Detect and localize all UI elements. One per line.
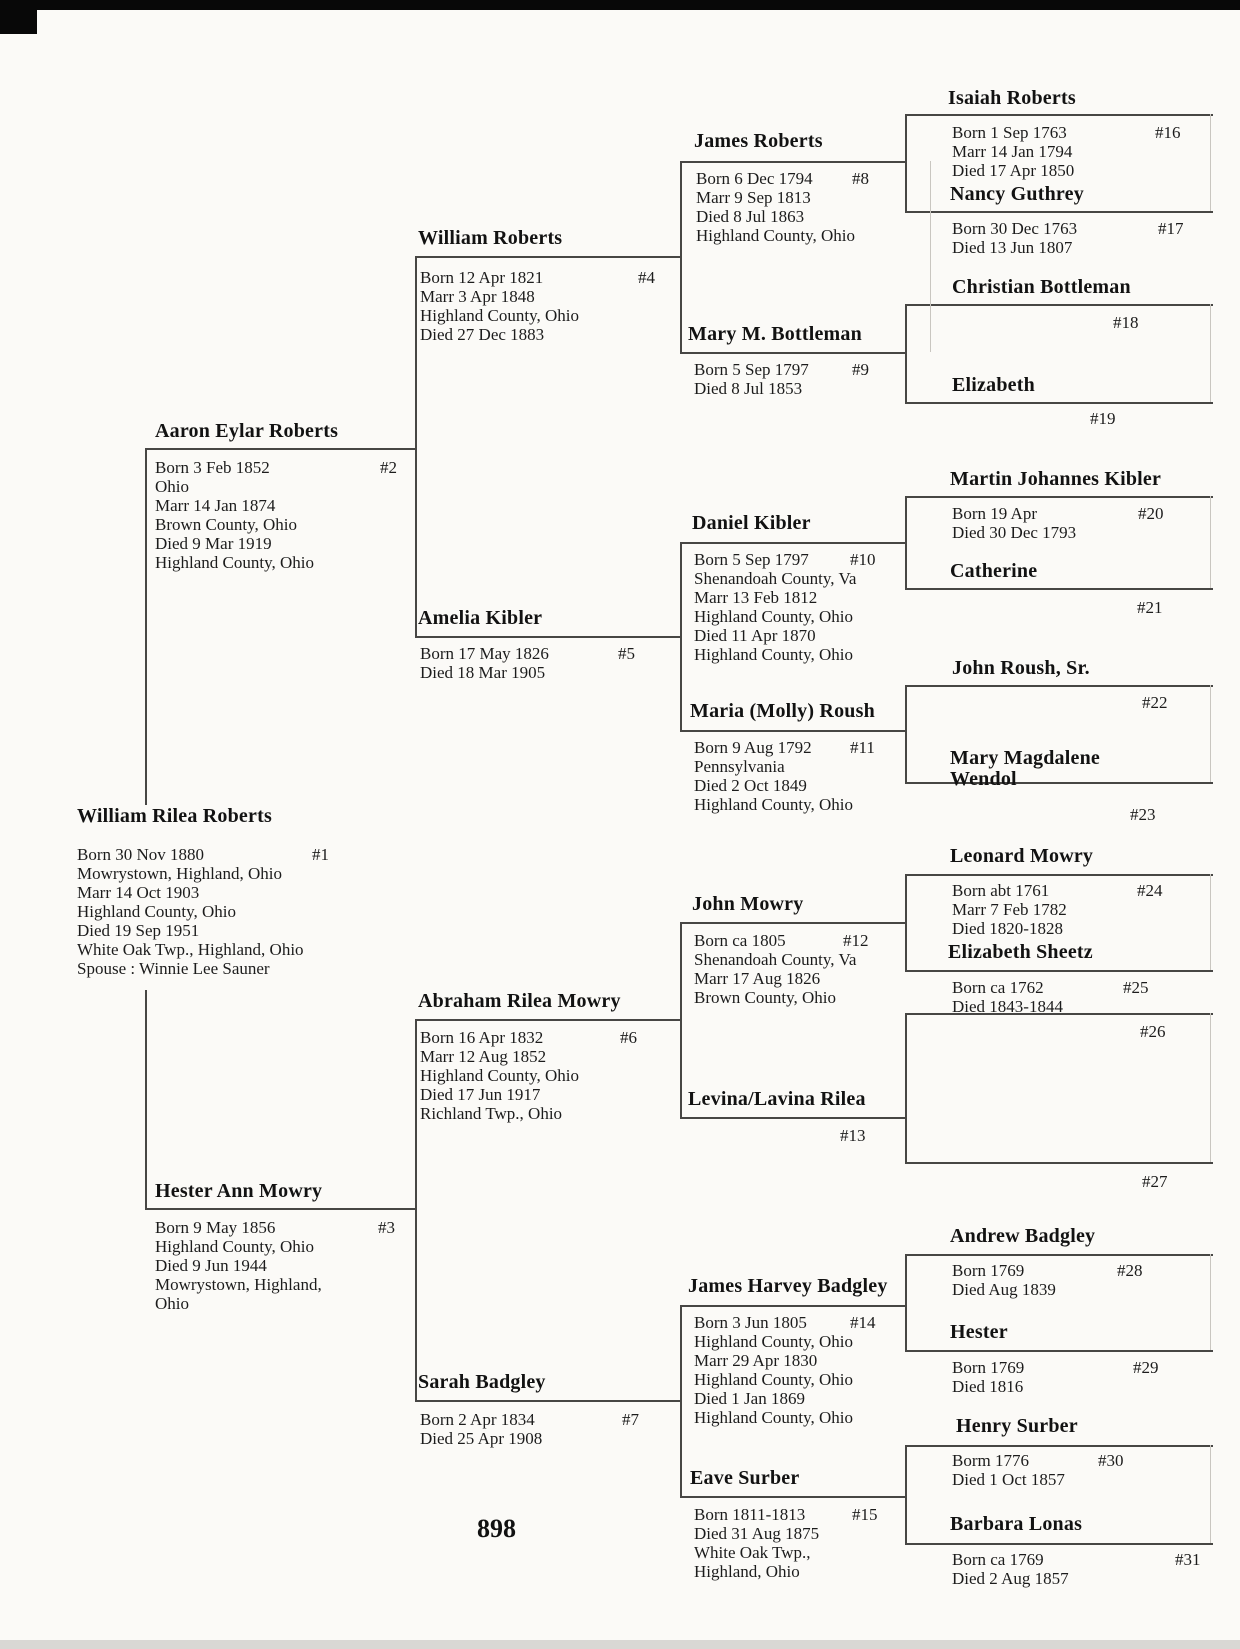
person-details xyxy=(694,550,856,664)
person-name: Daniel Kibler xyxy=(692,512,811,534)
person-details xyxy=(420,1028,579,1123)
person-number: #4 xyxy=(638,268,655,287)
person-detail-line: Died 18 Mar 1905 xyxy=(420,663,546,682)
person-detail-line: Highland County, Ohio xyxy=(694,1332,853,1351)
person-details xyxy=(952,881,1067,938)
person-shelf-line xyxy=(680,542,905,544)
person-shelf-line xyxy=(905,970,1213,972)
person-shelf-line xyxy=(680,161,905,163)
person-name: Christian Bottleman xyxy=(952,276,1131,298)
person-number: #16 xyxy=(1155,123,1181,142)
person-detail-line: Born 1769 xyxy=(952,1358,1025,1377)
person-detail-line: Born 5 Sep 1797 xyxy=(694,550,809,569)
person-name: William Rilea Roberts xyxy=(77,805,272,827)
person-details xyxy=(77,845,304,978)
box-edge-line xyxy=(1210,496,1211,588)
bracket-line xyxy=(905,685,907,782)
person-detail-line: Marr 29 Apr 1830 xyxy=(694,1351,818,1370)
person-detail-line: Marr 14 Jan 1794 xyxy=(952,142,1073,161)
person-detail-line: Born 1811-1813 xyxy=(694,1505,806,1524)
person-detail-line: Marr 13 Feb 1812 xyxy=(694,588,818,607)
person-detail-line: Born 2 Apr 1834 xyxy=(420,1410,535,1429)
person-shelf-line xyxy=(905,1254,1213,1256)
person-detail-line: Died 2 Aug 1857 xyxy=(952,1569,1069,1588)
person-shelf-line xyxy=(905,304,1213,306)
person-detail-line: Born 3 Jun 1805 xyxy=(694,1313,807,1332)
person-detail-line: Born 6 Dec 1794 xyxy=(696,169,813,188)
person-detail-line: Brown County, Ohio xyxy=(694,988,836,1007)
person-detail-line: Ohio xyxy=(155,1294,189,1313)
person-detail-line: Born 5 Sep 1797 xyxy=(694,360,809,379)
person-detail-line: Born 9 May 1856 xyxy=(155,1218,276,1237)
person-shelf-line xyxy=(905,1350,1213,1352)
person-number: #1 xyxy=(312,845,329,864)
person-name: Elizabeth xyxy=(952,374,1035,396)
person-detail-line: Born ca 1762 xyxy=(952,978,1044,997)
person-detail-line: Died 17 Jun 1917 xyxy=(420,1085,541,1104)
person-shelf-line xyxy=(680,1305,905,1307)
person-details xyxy=(952,1550,1069,1588)
person-shelf-line xyxy=(905,114,1213,116)
person-shelf-line xyxy=(905,211,1213,213)
person-detail-line: Highland County, Ohio xyxy=(155,553,314,572)
person-shelf-line xyxy=(905,685,1213,687)
person-name: Isaiah Roberts xyxy=(948,87,1076,109)
person-number: #21 xyxy=(1137,598,1163,617)
person-name: Sarah Badgley xyxy=(418,1371,546,1393)
person-detail-line: Died 25 Apr 1908 xyxy=(420,1429,543,1448)
person-number: #25 xyxy=(1123,978,1149,997)
person-shelf-line xyxy=(905,1543,1213,1545)
person-detail-line: Pennsylvania xyxy=(694,757,785,776)
person-name: Maria (Molly) Roush xyxy=(690,700,875,722)
person-detail-line: Born 1 Sep 1763 xyxy=(952,123,1067,142)
person-detail-line: Died 17 Apr 1850 xyxy=(952,161,1075,180)
person-detail-line: Died 1 Oct 1857 xyxy=(952,1470,1065,1489)
person-details xyxy=(952,504,1076,542)
person-detail-line: Marr 12 Aug 1852 xyxy=(420,1047,547,1066)
person-detail-line: Highland County, Ohio xyxy=(77,902,236,921)
person-detail-line: Died 8 Jul 1863 xyxy=(696,207,805,226)
person-detail-line: Highland County, Ohio xyxy=(420,306,579,325)
person-name: Hester xyxy=(950,1321,1008,1343)
person-shelf-line xyxy=(905,874,1213,876)
person-details xyxy=(696,169,855,245)
person-name: James Roberts xyxy=(694,130,823,152)
person-detail-line: Highland County, Ohio xyxy=(694,645,853,664)
person-detail-line: Died 9 Jun 1944 xyxy=(155,1256,267,1275)
person-detail-line: Highland County, Ohio xyxy=(694,1408,853,1427)
box-edge-line xyxy=(1210,1013,1211,1162)
person-shelf-line xyxy=(415,256,680,258)
person-details xyxy=(952,1451,1065,1489)
person-details xyxy=(694,738,853,814)
bracket-line xyxy=(905,496,907,588)
person-details xyxy=(952,219,1077,257)
person-details xyxy=(694,1505,819,1581)
person-detail-line: Died 1 Jan 1869 xyxy=(694,1389,805,1408)
person-detail-line: Born 12 Apr 1821 xyxy=(420,268,544,287)
person-shelf-line xyxy=(145,1208,415,1210)
person-detail-line: Died 11 Apr 1870 xyxy=(694,626,816,645)
person-detail-line: Marr 9 Sep 1813 xyxy=(696,188,811,207)
person-detail-line: Died 1843-1844 xyxy=(952,997,1063,1016)
person-number: #5 xyxy=(618,644,635,663)
person-details xyxy=(155,458,314,572)
person-shelf-line xyxy=(680,730,905,732)
person-detail-line: Born 17 May 1826 xyxy=(420,644,549,663)
bracket-line xyxy=(415,1019,417,1400)
person-details xyxy=(420,268,579,344)
person-shelf-line xyxy=(905,1162,1213,1164)
person-detail-line: Born 16 Apr 1832 xyxy=(420,1028,544,1047)
bracket-line xyxy=(680,542,682,730)
person-detail-line: Marr 7 Feb 1782 xyxy=(952,900,1067,919)
person-detail-line: Died 1816 xyxy=(952,1377,1024,1396)
person-detail-line: Highland County, Ohio xyxy=(694,795,853,814)
person-name: Elizabeth Sheetz xyxy=(948,941,1093,963)
bracket-line xyxy=(905,1254,907,1350)
person-detail-line: Born abt 1761 xyxy=(952,881,1050,900)
person-detail-line: Born 30 Nov 1880 xyxy=(77,845,205,864)
person-detail-line: Mowrystown, Highland, Ohio xyxy=(77,864,282,883)
person-number: #8 xyxy=(852,169,869,188)
box-edge-line xyxy=(1210,1445,1211,1543)
person-shelf-line xyxy=(905,588,1213,590)
person-shelf-line xyxy=(905,496,1213,498)
person-detail-line: Brown County, Ohio xyxy=(155,515,297,534)
box-edge-line xyxy=(930,161,931,352)
bracket-line xyxy=(145,448,147,805)
person-name: James Harvey Badgley xyxy=(688,1275,888,1297)
person-details xyxy=(694,360,809,398)
bracket-line xyxy=(905,1013,907,1162)
person-number: #7 xyxy=(622,1410,639,1429)
person-details xyxy=(952,123,1074,180)
person-number: #20 xyxy=(1138,504,1164,523)
person-shelf-line xyxy=(415,636,680,638)
person-name: Abraham Rilea Mowry xyxy=(418,990,621,1012)
person-detail-line: Died 2 Oct 1849 xyxy=(694,776,807,795)
person-number: #19 xyxy=(1090,409,1116,428)
bracket-line xyxy=(680,1305,682,1496)
person-name: Amelia Kibler xyxy=(418,607,543,629)
person-number: #27 xyxy=(1142,1172,1168,1191)
person-name: Catherine xyxy=(950,560,1038,582)
person-detail-line: Died 27 Dec 1883 xyxy=(420,325,545,344)
bracket-line xyxy=(680,161,682,352)
person-number: #23 xyxy=(1130,805,1156,824)
person-name: Henry Surber xyxy=(956,1415,1078,1437)
person-detail-line: Died 19 Sep 1951 xyxy=(77,921,200,940)
person-shelf-line xyxy=(905,1445,1213,1447)
person-detail-line: Died 8 Jul 1853 xyxy=(694,379,803,398)
person-detail-line: Ohio xyxy=(155,477,189,496)
scan-artifact-bottom-edge xyxy=(0,1640,1240,1649)
person-detail-line: Born ca 1769 xyxy=(952,1550,1044,1569)
scan-artifact-top-bar xyxy=(0,0,1240,10)
person-number: #10 xyxy=(850,550,876,569)
person-detail-line: Born 19 Apr xyxy=(952,504,1037,523)
person-name: Mary Magdalene Wendol xyxy=(950,747,1100,790)
person-details xyxy=(420,1410,542,1448)
person-number: #17 xyxy=(1158,219,1184,238)
person-detail-line: Highland County, Ohio xyxy=(420,1066,579,1085)
person-detail-line: Spouse : Winnie Lee Sauner xyxy=(77,959,270,978)
scan-artifact-corner xyxy=(0,0,37,34)
person-detail-line: Born 3 Feb 1852 xyxy=(155,458,270,477)
person-detail-line: Died 30 Dec 1793 xyxy=(952,523,1077,542)
bracket-line xyxy=(415,256,417,636)
person-detail-line: Born 1769 xyxy=(952,1261,1025,1280)
person-number: #26 xyxy=(1140,1022,1166,1041)
person-detail-line: Died 31 Aug 1875 xyxy=(694,1524,820,1543)
person-number: #15 xyxy=(852,1505,878,1524)
person-number: #29 xyxy=(1133,1358,1159,1377)
box-edge-line xyxy=(1210,304,1211,402)
person-detail-line: Marr 14 Jan 1874 xyxy=(155,496,276,515)
person-details xyxy=(420,644,549,682)
person-shelf-line xyxy=(680,1117,905,1119)
person-name: Leonard Mowry xyxy=(950,845,1094,867)
person-number: #31 xyxy=(1175,1550,1201,1569)
person-number: #9 xyxy=(852,360,869,379)
person-details xyxy=(952,1358,1024,1396)
person-number: #30 xyxy=(1098,1451,1124,1470)
bracket-line xyxy=(905,874,907,970)
person-detail-line: Born 9 Aug 1792 xyxy=(694,738,812,757)
person-detail-line: Highland County, Ohio xyxy=(155,1237,314,1256)
person-detail-line: Highland County, Ohio xyxy=(694,1370,853,1389)
person-name: Nancy Guthrey xyxy=(950,183,1084,205)
person-detail-line: Highland, Ohio xyxy=(694,1562,800,1581)
person-detail-line: White Oak Twp., Highland, Ohio xyxy=(77,940,304,959)
bracket-line xyxy=(145,990,147,1208)
person-name: William Roberts xyxy=(418,227,563,249)
person-shelf-line xyxy=(680,352,905,354)
person-details xyxy=(694,931,856,1007)
person-detail-line: Mowrystown, Highland, xyxy=(155,1275,322,1294)
person-detail-line: Born ca 1805 xyxy=(694,931,786,950)
person-number: #28 xyxy=(1117,1261,1143,1280)
bracket-line xyxy=(680,922,682,1117)
person-detail-line: Died 13 Jun 1807 xyxy=(952,238,1073,257)
person-name: Martin Johannes Kibler xyxy=(950,468,1162,490)
person-shelf-line xyxy=(145,448,415,450)
box-edge-line xyxy=(1210,874,1211,970)
box-edge-line xyxy=(1210,1254,1211,1350)
person-name: Barbara Lonas xyxy=(950,1513,1083,1535)
person-name: Hester Ann Mowry xyxy=(155,1180,323,1202)
person-detail-line: Richland Twp., Ohio xyxy=(420,1104,563,1123)
person-number: #24 xyxy=(1137,881,1163,900)
person-number: #13 xyxy=(840,1126,866,1145)
person-name: Aaron Eylar Roberts xyxy=(155,420,339,442)
box-edge-line xyxy=(1210,685,1211,782)
person-detail-line: Marr 14 Oct 1903 xyxy=(77,883,200,902)
person-details xyxy=(694,1313,853,1427)
person-name: Mary M. Bottleman xyxy=(688,323,862,345)
person-detail-line: Shenandoah County, Va xyxy=(694,569,857,588)
person-detail-line: Marr 17 Aug 1826 xyxy=(694,969,821,988)
person-number: #22 xyxy=(1142,693,1168,712)
person-name: John Mowry xyxy=(692,893,804,915)
page-number: 898 xyxy=(477,1514,516,1543)
person-number: #14 xyxy=(850,1313,876,1332)
person-name: Eave Surber xyxy=(690,1467,800,1489)
person-name: Andrew Badgley xyxy=(950,1225,1096,1247)
person-name: Levina/Lavina Rilea xyxy=(688,1088,866,1110)
person-details xyxy=(952,978,1063,1016)
person-detail-line: Died 9 Mar 1919 xyxy=(155,534,272,553)
bracket-line xyxy=(905,1445,907,1543)
person-shelf-line xyxy=(415,1019,680,1021)
person-detail-line: Died 1820-1828 xyxy=(952,919,1063,938)
person-number: #3 xyxy=(378,1218,395,1237)
person-detail-line: Born 30 Dec 1763 xyxy=(952,219,1078,238)
person-number: #18 xyxy=(1113,313,1139,332)
person-name: John Roush, Sr. xyxy=(952,657,1090,679)
person-number: #12 xyxy=(843,931,869,950)
person-number: #6 xyxy=(620,1028,637,1047)
person-detail-line: Borm 1776 xyxy=(952,1451,1029,1470)
box-edge-line xyxy=(1210,114,1211,211)
bracket-line xyxy=(905,114,907,211)
person-detail-line: White Oak Twp., xyxy=(694,1543,811,1562)
person-detail-line: Marr 3 Apr 1848 xyxy=(420,287,535,306)
person-details xyxy=(952,1261,1056,1299)
person-number: #2 xyxy=(380,458,397,477)
person-shelf-line xyxy=(415,1400,680,1402)
person-detail-line: Highland County, Ohio xyxy=(694,607,853,626)
person-number: #11 xyxy=(850,738,875,757)
person-shelf-line xyxy=(680,922,905,924)
person-detail-line: Highland County, Ohio xyxy=(696,226,855,245)
person-detail-line: Shenandoah County, Va xyxy=(694,950,857,969)
bracket-line xyxy=(905,304,907,402)
person-detail-line: Died Aug 1839 xyxy=(952,1280,1056,1299)
person-shelf-line xyxy=(680,1496,905,1498)
person-details xyxy=(155,1218,322,1313)
person-shelf-line xyxy=(905,402,1213,404)
